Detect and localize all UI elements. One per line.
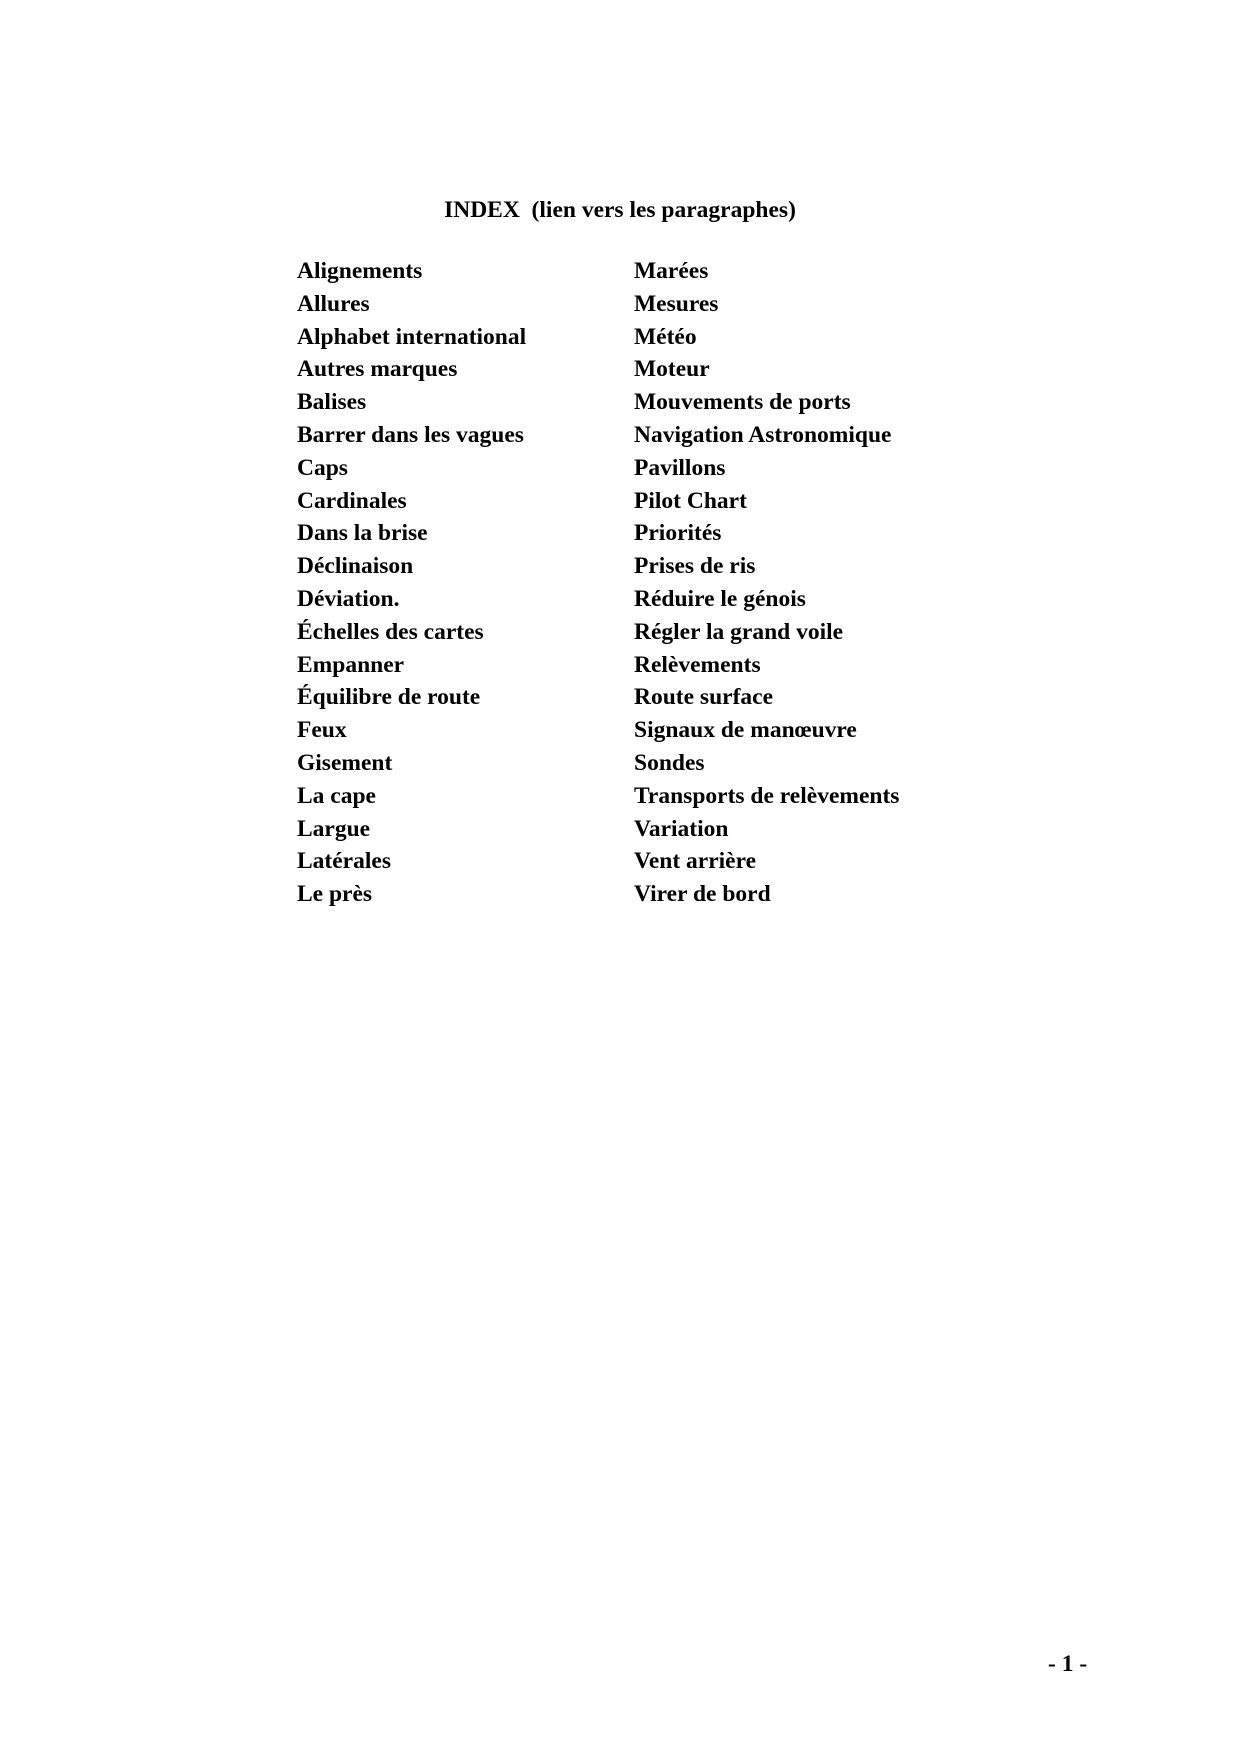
index-link[interactable]: Gisement	[297, 749, 393, 776]
page-title: INDEX (lien vers les paragraphes)	[444, 197, 796, 223]
page-number: - 1 -	[1048, 1651, 1088, 1677]
index-link[interactable]: Empanner	[297, 651, 405, 678]
index-link[interactable]: Caps	[297, 454, 348, 481]
index-link[interactable]: Mouvements de ports	[634, 389, 851, 416]
index-link[interactable]: Pavillons	[634, 454, 726, 481]
index-link[interactable]: Météo	[634, 323, 697, 350]
index-link[interactable]: Signaux de manœuvre	[634, 717, 857, 744]
index-link[interactable]: Variation	[634, 815, 729, 842]
index-link[interactable]: Navigation Astronomique	[634, 421, 892, 448]
index-link[interactable]: Cardinales	[297, 487, 407, 514]
index-link[interactable]: Autres marques	[297, 356, 458, 383]
index-link[interactable]: Barrer dans les vagues	[297, 421, 524, 448]
index-link[interactable]: Équilibre de route	[297, 684, 481, 711]
index-link[interactable]: Transports de relèvements	[634, 782, 900, 809]
index-link[interactable]: Déviation.	[297, 585, 400, 612]
index-link[interactable]: Échelles des cartes	[297, 618, 484, 645]
index-link[interactable]: Feux	[297, 717, 347, 744]
index-column-right	[634, 255, 899, 911]
index-link[interactable]: Relèvements	[634, 651, 761, 678]
index-link[interactable]: La cape	[297, 782, 376, 809]
index-link[interactable]: Régler la grand voile	[634, 618, 844, 645]
index-link[interactable]: Prises de ris	[634, 553, 756, 580]
index-link[interactable]: Réduire le génois	[634, 585, 806, 612]
index-link[interactable]: Moteur	[634, 356, 710, 383]
index-link[interactable]: Balises	[297, 389, 367, 416]
index-link[interactable]: Alphabet international	[297, 323, 527, 350]
index-link[interactable]: Virer de bord	[634, 881, 771, 908]
index-column-left	[297, 255, 526, 911]
index-link[interactable]: Déclinaison	[297, 553, 414, 580]
index-link[interactable]: Pilot Chart	[634, 487, 747, 514]
index-link[interactable]: Dans la brise	[297, 520, 428, 547]
index-link[interactable]: Vent arrière	[634, 848, 757, 875]
index-link[interactable]: Le près	[297, 881, 373, 908]
index-link[interactable]: Allures	[297, 290, 370, 317]
index-link[interactable]: Latérales	[297, 848, 391, 875]
index-link[interactable]: Alignements	[297, 258, 423, 284]
index-link[interactable]: Marées	[634, 258, 709, 284]
index-link[interactable]: Largue	[297, 815, 371, 842]
index-link[interactable]: Priorités	[634, 520, 722, 547]
index-link[interactable]: Mesures	[634, 290, 719, 317]
index-link[interactable]: Route surface	[634, 684, 774, 711]
index-link[interactable]: Sondes	[634, 749, 705, 776]
